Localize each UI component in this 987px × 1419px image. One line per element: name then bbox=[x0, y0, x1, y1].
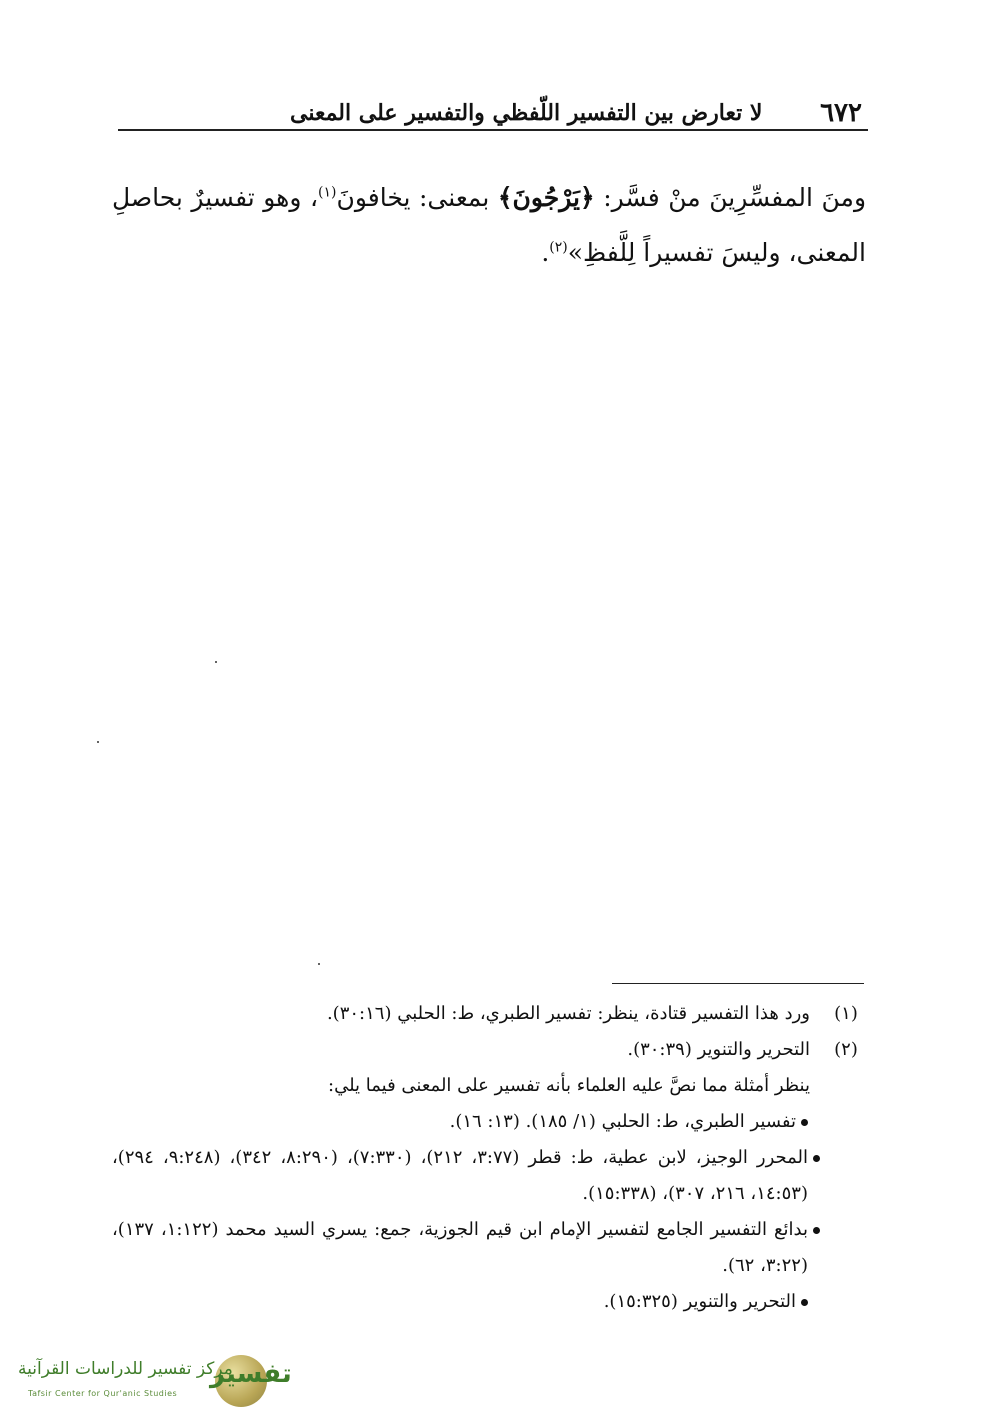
body-paragraph bbox=[112, 170, 866, 280]
list-item bbox=[112, 1104, 866, 1140]
footnote-number: (١) bbox=[834, 1003, 858, 1024]
footnote-text: ورد هذا التفسير قتادة، ينظر: تفسير الطبري، ط: الحلبي (٣٠:١٦). bbox=[326, 1003, 810, 1024]
stray-dot bbox=[318, 963, 320, 965]
footnote-number: (٢) bbox=[834, 1039, 858, 1060]
quran-word: ﴿يَرْجُونَ﴾ bbox=[497, 183, 595, 212]
bullet-icon bbox=[813, 1155, 820, 1162]
bullet-icon bbox=[813, 1227, 820, 1234]
footnote-ref-2[interactable]: (٢) bbox=[549, 239, 568, 256]
list-item bbox=[112, 1140, 866, 1212]
footnote-2 bbox=[112, 1032, 866, 1068]
bullet-icon bbox=[801, 1299, 808, 1306]
body-text-part: ، وهو تفسيرٌ بحاصلِ المعنى، وليسَ تفسيراً لِلَّفظِ» bbox=[112, 183, 866, 267]
body-text-part: ومنَ المفسِّرِينَ منْ فسَّر: bbox=[594, 183, 867, 212]
header-rule bbox=[118, 129, 868, 131]
stray-dot bbox=[215, 661, 217, 663]
running-title: لا تعارض بين التفسير اللّفظي والتفسير على المعنى bbox=[290, 100, 763, 126]
list-item-text: بدائع التفسير الجامع لتفسير الإمام ابن قيم الجوزية، جمع: يسري السيد محمد (١:١٢٢، ١٣٧)، (٣:٢٢، ٦٢). bbox=[112, 1219, 809, 1276]
body-text-part: بمعنى: يخافونَ bbox=[336, 183, 498, 212]
footnotes bbox=[112, 996, 866, 1320]
stray-dot bbox=[97, 741, 99, 743]
tafsir-center-logo bbox=[10, 1345, 292, 1415]
bullet-icon bbox=[801, 1119, 808, 1126]
page-number: ٦٧٢ bbox=[820, 98, 862, 128]
footnote-ref-1[interactable]: (١) bbox=[318, 184, 337, 201]
footnote-text: التحرير والتنوير (٣٠:٣٩). bbox=[627, 1039, 810, 1060]
page-header bbox=[118, 92, 866, 132]
footnote-separator bbox=[612, 983, 864, 984]
list-item-text: تفسير الطبري، ط: الحلبي (١/ ١٨٥). (١٣: ١٦). bbox=[449, 1111, 796, 1132]
footnote-1 bbox=[112, 996, 866, 1032]
list-item-text: التحرير والتنوير (١٥:٣٢٥). bbox=[603, 1291, 796, 1312]
body-text-part: . bbox=[541, 238, 550, 267]
list-item bbox=[112, 1284, 866, 1320]
list-item-text: المحرر الوجيز، لابن عطية، ط: قطر (٣:٧٧، ٢١٢)، (٧:٣٣٠)، (٨:٢٩٠، ٣٤٢)، (٩:٢٤٨، ٢٩٤)، (١٤:٥٣، ٢١٦، ٣٠٧)، (١٥:٣٣٨). bbox=[112, 1147, 809, 1204]
logo-arabic-name: مركز تفسير للدراسات القرآنية bbox=[18, 1359, 233, 1379]
logo-wordmark: تفسير bbox=[210, 1359, 292, 1389]
logo-english-name: Tafsir Center for Qur'anic Studies bbox=[28, 1389, 178, 1398]
list-item bbox=[112, 1212, 866, 1284]
footnote-2-intro: ينظر أمثلة مما نصَّ عليه العلماء بأنه تفسير على المعنى فيما يلي: bbox=[328, 1075, 810, 1096]
